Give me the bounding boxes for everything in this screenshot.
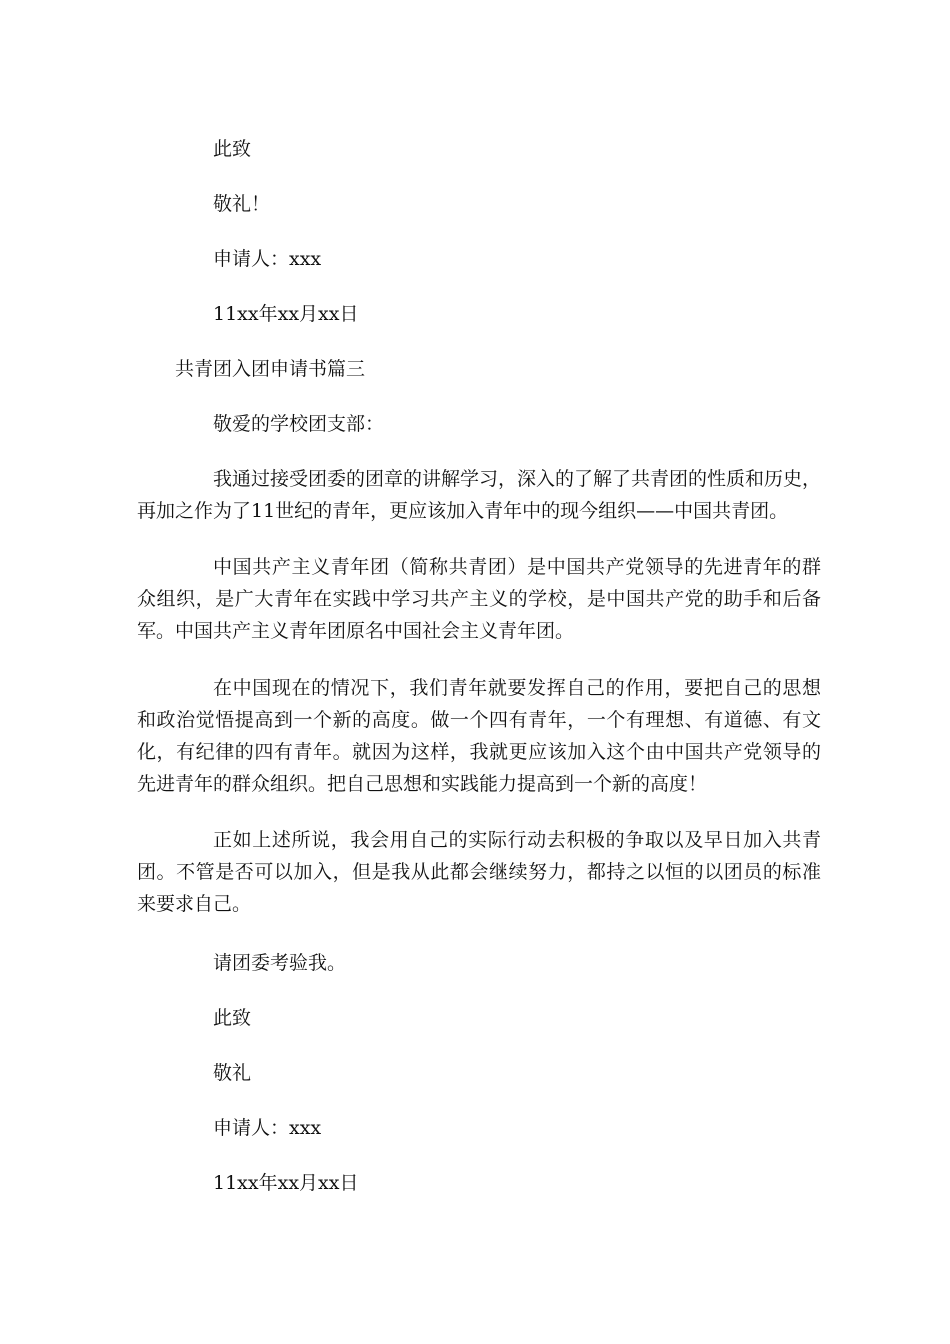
paragraph-line: 先进青年的群众组织。把自己思想和实践能力提高到一个新的高度！ — [137, 773, 708, 795]
paragraph-line: 众组织，是广大青年在实践中学习共产主义的学校，是中国共产党的助手和后备 — [137, 588, 821, 610]
closing-applicant: 申请人：xxx — [213, 1117, 322, 1139]
letter-request: 请团委考验我。 — [213, 952, 347, 974]
paragraph-line: 团。不管是否可以加入，但是我从此都会继续努力，都持之以恒的以团员的标准 — [137, 861, 821, 883]
letter-paragraph-4 — [137, 824, 821, 920]
closing-salutation: 此致 — [213, 138, 252, 160]
closing-salutation: 此致 — [213, 1007, 252, 1029]
paragraph-line: 正如上述所说，我会用自己的实际行动去积极的争取以及早日加入共青 — [213, 829, 821, 851]
paragraph-line: 和政治觉悟提高到一个新的高度。做一个四有青年，一个有理想、有道德、有文 — [137, 709, 821, 731]
section-title: 共青团入团申请书篇三 — [175, 358, 366, 380]
paragraph-line: 在中国现在的情况下，我们青年就要发挥自己的作用，要把自己的思想 — [213, 677, 821, 699]
letter-greeting: 敬爱的学校团支部： — [213, 413, 385, 435]
closing-date: 11xx年xx月xx日 — [213, 303, 359, 325]
closing-regards: 敬礼 — [213, 1062, 252, 1084]
paragraph-line: 我通过接受团委的团章的讲解学习，深入的了解了共青团的性质和历史， — [213, 468, 822, 490]
paragraph-line: 中国共产主义青年团（简称共青团）是中国共产党领导的先进青年的群 — [213, 556, 821, 578]
closing-regards: 敬礼！ — [213, 193, 271, 215]
paragraph-line: 军。中国共产主义青年团原名中国社会主义青年团。 — [137, 620, 575, 642]
paragraph-line: 再加之作为了11世纪的青年，更应该加入青年中的现今组织——中国共青团。 — [137, 500, 789, 522]
paragraph-line: 来要求自己。 — [137, 893, 252, 915]
letter-paragraph-3 — [137, 672, 821, 800]
letter-paragraph-2 — [137, 551, 821, 647]
closing-date: 11xx年xx月xx日 — [213, 1172, 359, 1194]
closing-applicant: 申请人：xxx — [213, 248, 322, 270]
paragraph-line: 化，有纪律的四有青年。就因为这样，我就更应该加入这个由中国共产党领导的 — [137, 741, 821, 763]
letter-paragraph-1 — [137, 463, 821, 527]
